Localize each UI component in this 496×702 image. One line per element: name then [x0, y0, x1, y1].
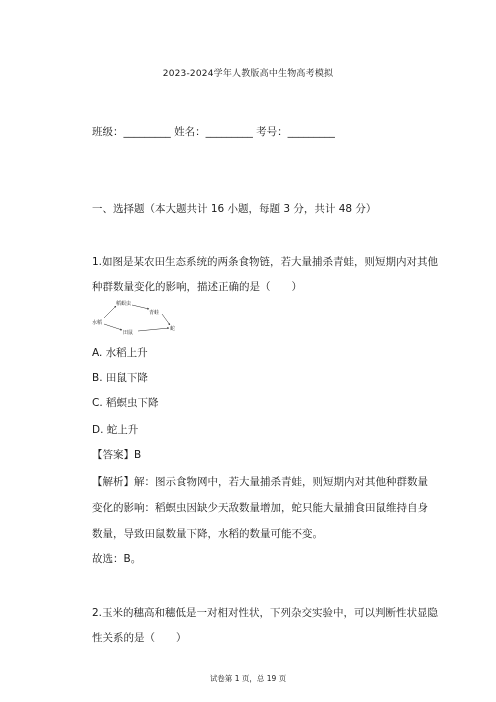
option-d: D. 蛇上升	[92, 424, 139, 436]
analysis-line2: 变化的影响：稻螟虫因缺少天敌数量增加，蛇只能大量捕食田鼠维持自身	[92, 502, 428, 514]
option-c: C. 稻螟虫下降	[92, 397, 159, 409]
analysis-line1: 【解析】解：图示食物网中，若大量捕杀青蛙，则短期内对其他种群数量	[92, 476, 428, 488]
question-1-text-line2: 种群数量变化的影响，描述正确的是（ ）	[92, 281, 302, 293]
option-b: B. 田鼠下降	[92, 372, 148, 384]
question-2-text-line1: 2.玉米的穗高和穗低是一对相对性状，下列杂交实验中，可以判断性状显隐	[92, 607, 439, 619]
page-footer: 试卷第 1 页，总 19 页	[209, 674, 287, 683]
node-snake: 蛇	[170, 326, 176, 332]
edge-rice-pest	[104, 306, 116, 318]
node-rice: 水稻	[92, 320, 103, 326]
edge-rice-mouse	[104, 324, 122, 330]
selection: 故选：B。	[92, 553, 142, 565]
edge-frog-snake	[162, 314, 170, 325]
question-1-text-line1: 1.如图是某农田生态系统的两条食物链，若大量捕杀青蛙，则短期内对其他	[92, 256, 439, 268]
node-frog: 青蛙	[149, 310, 160, 316]
edge-mouse-snake	[138, 328, 169, 331]
edge-pest-frog	[132, 305, 149, 309]
section-title: 一、选择题（本大题共计 16 小题，每题 3 分，共计 48 分）	[92, 203, 377, 215]
question-2-text-line2: 性关系的是（ ）	[92, 632, 187, 644]
page-title: 2023-2024学年人教版高中生物高考模拟	[162, 69, 334, 79]
option-a: A. 水稻上升	[92, 347, 148, 359]
node-mouse: 田鼠	[123, 330, 134, 335]
food-chain-diagram	[92, 299, 184, 335]
analysis-line3: 数量，导致田鼠数量下降，水稻的数量可能不变。	[92, 528, 323, 540]
answer: 【答案】B	[92, 449, 142, 461]
node-pest: 稻螟虫	[116, 301, 132, 307]
student-info: 班级：_________ 姓名：_________ 考号：_________	[92, 126, 335, 138]
